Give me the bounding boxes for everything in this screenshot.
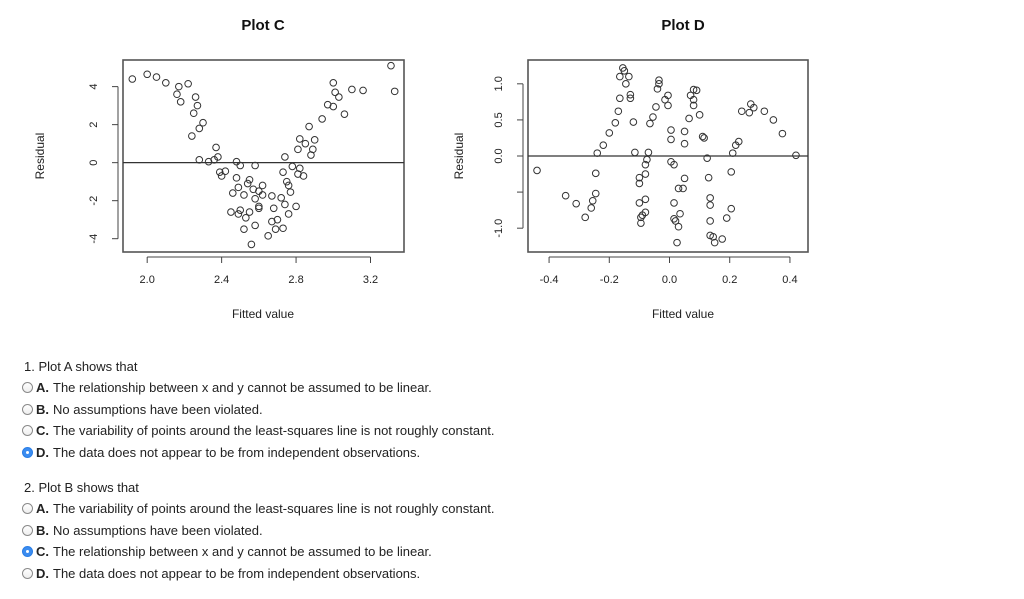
data-point xyxy=(330,80,337,87)
data-point xyxy=(246,176,253,183)
data-point xyxy=(189,133,196,140)
data-point xyxy=(668,136,675,143)
data-point xyxy=(761,108,768,115)
data-point xyxy=(636,200,643,207)
option-c[interactable] xyxy=(22,541,495,563)
data-point xyxy=(671,200,678,207)
plot-title: Plot D xyxy=(661,17,705,34)
option-letter: A. xyxy=(36,501,49,516)
data-point xyxy=(600,142,607,149)
data-point xyxy=(269,193,276,200)
option-letter: D. xyxy=(36,565,49,581)
data-point xyxy=(671,215,678,222)
data-point xyxy=(707,195,714,202)
data-point xyxy=(310,146,317,153)
data-point xyxy=(302,140,309,147)
data-point xyxy=(723,215,730,222)
data-point xyxy=(719,236,726,243)
data-point xyxy=(243,214,250,221)
question-prompt: 1. Plot A shows that xyxy=(24,359,138,374)
data-point xyxy=(728,169,735,176)
data-point xyxy=(681,175,688,182)
y-tick-label: 0 xyxy=(88,159,100,166)
data-point xyxy=(592,170,599,177)
data-point xyxy=(642,196,649,203)
data-point xyxy=(293,203,300,210)
x-tick-label: -0.4 xyxy=(539,274,559,286)
option-letter: C. xyxy=(36,423,49,438)
radio-button[interactable] xyxy=(22,568,33,579)
option-text: The relationship between x and y cannot be assumed to be linear. xyxy=(53,544,432,559)
data-point xyxy=(319,116,326,123)
y-tick-label: 1.0 xyxy=(493,76,505,92)
data-point xyxy=(617,73,624,80)
data-point xyxy=(190,110,197,117)
data-point xyxy=(738,108,745,115)
data-point xyxy=(285,211,292,218)
plot-title: Plot C xyxy=(241,17,285,34)
data-point xyxy=(185,80,192,87)
plot-d xyxy=(452,17,808,321)
option-b[interactable] xyxy=(22,399,495,421)
x-tick-label: 2.8 xyxy=(288,274,304,286)
data-point xyxy=(668,127,675,134)
data-point xyxy=(705,174,712,181)
plot-frame xyxy=(123,60,404,252)
data-point xyxy=(265,233,272,240)
data-point xyxy=(623,81,630,88)
option-text: No assumptions have been violated. xyxy=(53,401,263,417)
data-point xyxy=(306,123,313,130)
option-text: The variability of points around the least-squares line is not roughly constant. xyxy=(53,423,495,438)
data-point xyxy=(241,226,248,233)
y-tick-label: -4 xyxy=(88,233,100,244)
data-point xyxy=(174,91,181,98)
data-point xyxy=(282,201,289,208)
data-point xyxy=(336,94,343,101)
data-point xyxy=(642,171,649,178)
x-tick-label: -0.2 xyxy=(599,274,619,286)
data-point xyxy=(153,74,160,81)
data-point xyxy=(681,128,688,135)
data-point xyxy=(213,144,220,151)
data-point xyxy=(707,218,714,225)
data-point xyxy=(163,80,170,87)
question-1 xyxy=(24,357,495,463)
radio-button[interactable] xyxy=(22,382,33,393)
data-point xyxy=(241,192,248,199)
option-letter: B. xyxy=(36,522,49,538)
radio-button[interactable] xyxy=(22,546,33,557)
radio-button[interactable] xyxy=(22,447,33,458)
data-point xyxy=(653,104,660,111)
data-point xyxy=(665,102,672,109)
option-letter: C. xyxy=(36,544,49,559)
data-point xyxy=(388,62,395,69)
option-d[interactable] xyxy=(22,442,495,464)
data-point xyxy=(295,146,302,153)
data-point xyxy=(235,184,242,191)
data-point xyxy=(248,241,255,248)
data-point xyxy=(793,152,800,159)
data-point xyxy=(228,209,235,216)
data-point xyxy=(360,87,367,94)
data-point xyxy=(296,136,303,143)
data-point xyxy=(289,163,296,170)
data-point xyxy=(770,117,777,124)
data-point xyxy=(707,202,714,209)
radio-button[interactable] xyxy=(22,525,33,536)
data-point xyxy=(615,108,622,115)
data-point xyxy=(192,94,199,101)
option-letter: A. xyxy=(36,380,49,395)
data-point xyxy=(647,120,654,127)
option-letter: D. xyxy=(36,444,49,460)
data-point xyxy=(194,102,201,109)
data-point xyxy=(280,169,287,176)
data-point xyxy=(129,76,136,83)
data-point xyxy=(674,239,681,246)
data-point xyxy=(252,222,259,229)
data-point xyxy=(341,111,348,118)
data-point xyxy=(391,88,398,95)
option-text: The variability of points around the least-squares line is not roughly constant. xyxy=(53,501,495,516)
data-point xyxy=(270,205,277,212)
question-2 xyxy=(24,478,495,584)
data-point xyxy=(259,182,266,189)
y-axis-title: Residual xyxy=(33,132,47,180)
data-point xyxy=(588,205,595,212)
option-c[interactable] xyxy=(22,420,495,442)
data-point xyxy=(176,83,183,90)
option-letter: B. xyxy=(36,401,49,417)
data-point xyxy=(680,185,687,192)
data-point xyxy=(278,195,285,202)
data-point xyxy=(252,195,259,202)
data-point xyxy=(728,205,735,212)
option-text: No assumptions have been violated. xyxy=(53,522,263,538)
plot-c xyxy=(33,17,404,321)
data-point xyxy=(686,115,693,122)
y-tick-label: -1.0 xyxy=(493,218,505,238)
data-point xyxy=(237,207,244,214)
data-point xyxy=(177,99,184,106)
data-point xyxy=(296,165,303,172)
y-tick-label: 4 xyxy=(88,83,100,90)
data-point xyxy=(632,149,639,156)
data-point xyxy=(592,190,599,197)
x-tick-label: 2.4 xyxy=(213,274,230,286)
data-point xyxy=(675,223,682,230)
y-tick-label: 0.0 xyxy=(493,148,505,164)
data-point xyxy=(349,86,356,93)
x-tick-label: 2.0 xyxy=(139,274,155,286)
data-point xyxy=(534,167,541,174)
data-point xyxy=(573,200,580,207)
data-point xyxy=(233,175,240,182)
data-point xyxy=(196,125,203,132)
data-point xyxy=(229,190,236,197)
data-point xyxy=(582,214,589,221)
x-tick-label: 0.4 xyxy=(782,274,798,286)
data-point xyxy=(696,112,703,119)
data-point xyxy=(626,73,633,80)
x-tick-label: 0.0 xyxy=(661,274,678,286)
option-a[interactable] xyxy=(22,377,495,399)
option-text: The relationship between x and y cannot be assumed to be linear. xyxy=(53,380,432,395)
data-point xyxy=(612,119,619,126)
data-point xyxy=(701,135,708,142)
data-point xyxy=(699,133,706,140)
y-tick-label: 0.5 xyxy=(493,112,505,128)
option-d[interactable] xyxy=(22,563,495,585)
data-point xyxy=(235,211,242,218)
data-point xyxy=(677,210,684,217)
x-axis-title: Fitted value xyxy=(651,307,715,321)
data-point xyxy=(311,137,318,144)
option-a[interactable] xyxy=(22,498,495,520)
data-point xyxy=(285,182,292,189)
radio-button[interactable] xyxy=(22,404,33,415)
data-point xyxy=(233,158,240,165)
data-point xyxy=(617,95,624,102)
data-point xyxy=(144,71,151,78)
data-point xyxy=(779,130,786,137)
x-tick-label: 0.2 xyxy=(722,274,738,286)
data-point xyxy=(244,180,251,187)
data-point xyxy=(681,140,688,147)
data-point xyxy=(630,119,637,126)
radio-button[interactable] xyxy=(22,425,33,436)
data-point xyxy=(650,114,657,121)
option-text: The data does not appear to be from independent observations. xyxy=(53,565,421,581)
data-point xyxy=(282,154,289,161)
data-point xyxy=(606,130,613,137)
y-tick-label: 2 xyxy=(88,121,100,128)
x-axis-title: Fitted value xyxy=(231,307,295,321)
data-point xyxy=(589,197,596,204)
option-text: The data does not appear to be from independent observations. xyxy=(53,444,421,460)
option-b[interactable] xyxy=(22,520,495,542)
y-tick-label: -2 xyxy=(88,195,100,206)
data-point xyxy=(283,178,290,185)
data-point xyxy=(272,226,279,233)
y-axis-title: Residual xyxy=(452,132,466,180)
data-point xyxy=(280,225,287,232)
data-point xyxy=(645,149,652,156)
data-point xyxy=(287,189,294,196)
data-point xyxy=(259,192,266,199)
data-point xyxy=(562,192,569,199)
radio-button[interactable] xyxy=(22,503,33,514)
x-tick-label: 3.2 xyxy=(362,274,379,286)
question-prompt: 2. Plot B shows that xyxy=(24,480,139,495)
